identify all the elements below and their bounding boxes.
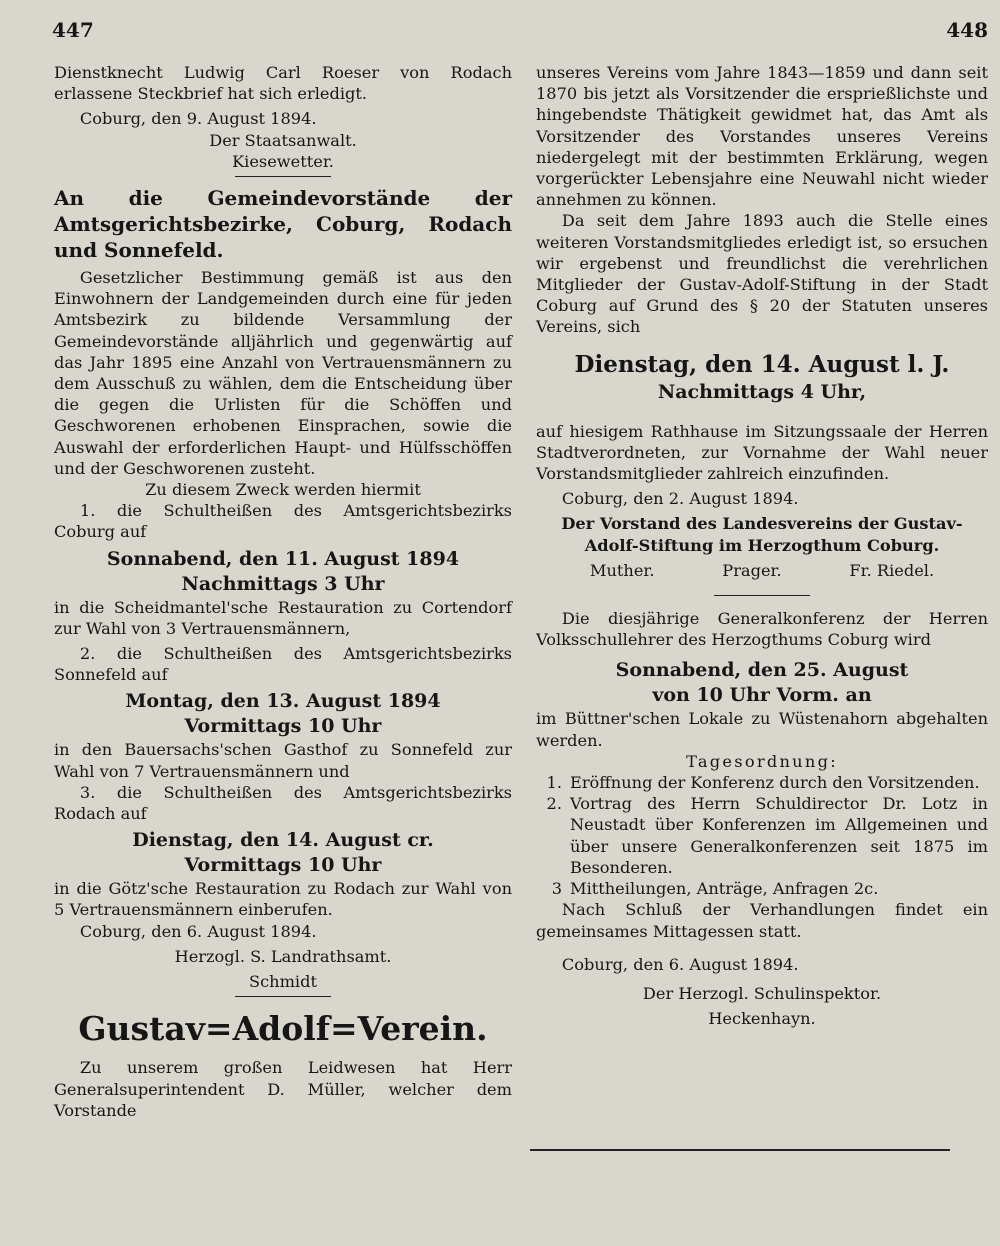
assembly-item-3: 3. die Schultheißen des Amtsgerichtsbezirks Rodach auf [54, 782, 512, 824]
conference-place: im Büttner'schen Lokale zu Wüstenahorn abgehalten werden. [536, 709, 988, 750]
agenda-list [536, 772, 988, 899]
assembly-place-2: in den Bauersachs'schen Gasthof zu Sonnefeld zur Wahl von 7 Vertrauensmännern und [54, 740, 512, 781]
conference-signature: Heckenhayn. [708, 1009, 816, 1029]
assembly-purpose: Zu diesem Zweck werden hiermit [145, 480, 421, 500]
verein-text-start: Zu unserem großen Leidwesen hat Herr Generalsuperintendent D. Müller, welcher dem Vorstande [54, 1058, 512, 1120]
assembly-time-2: Vormittags 10 Uhr [184, 715, 382, 738]
assembly-place-1: in die Scheidmantel'sche Restauration zu Cortendorf zur Wahl von 3 Vertrauensmännern, [54, 597, 512, 638]
assembly-date-2: Montag, den 13. August 1894 [125, 690, 441, 713]
agenda-item [536, 793, 988, 878]
signature-prager: Prager. [722, 560, 782, 580]
assembly-date: Coburg, den 6. August 1894. [79, 921, 317, 941]
signature-riedel: Fr. Riedel. [849, 560, 935, 580]
left-column [54, 62, 512, 1121]
assembly-signature: Schmidt [249, 972, 317, 992]
assembly-office: Herzogl. S. Landrathsamt. [174, 946, 392, 966]
warrant-notice-text: Dienstknecht Ludwig Carl Roeser von Rodach erlassene Steckbrief hat sich erledigt. [54, 63, 512, 104]
bottom-rule [530, 1149, 950, 1151]
assembly-time-1: Nachmittags 3 Uhr [181, 572, 385, 595]
agenda-item-number: 1. [546, 773, 562, 793]
verein-date: Coburg, den 2. August 1894. [561, 489, 799, 509]
agenda-item [536, 772, 988, 793]
verein-meeting-time: Nachmittags 4 Uhr, [657, 380, 867, 403]
assembly-date-1: Sonnabend, den 11. August 1894 [106, 547, 460, 570]
warrant-signature: Kiesewetter. [232, 151, 334, 171]
conference-after: Nach Schluß der Verhandlungen findet ein gemeinsames Mittagessen statt. [536, 900, 988, 941]
agenda-item-text: Eröffnung der Konferenz durch den Vorsitzenden. [570, 773, 980, 793]
verein-request: Da seit dem Jahre 1893 auch die Stelle eines weiteren Vorstandsmitgliedes erledigt ist, so ersuchen wir ergebenst und freundlichst die verehrlichen Mitglieder der Gustav-Adolf-Stiftung in der Stadt Coburg auf Grund des § 20 der Statuten unseres Vereins, sich [536, 211, 988, 337]
divider [714, 595, 810, 596]
verein-heading: Gustav=Adolf=Verein. [78, 1009, 488, 1049]
assembly-item-2: 2. die Schultheißen des Amtsgerichtsbezirks Sonnefeld auf [54, 644, 512, 685]
agenda-item [536, 878, 988, 899]
conference-date: Sonnabend, den 25. August [615, 659, 909, 682]
assembly-time-3: Vormittags 10 Uhr [184, 854, 382, 877]
divider [235, 996, 331, 997]
assembly-heading: An die Gemeindevorstände der Amtsgerichtsbezirke, Coburg, Rodach und Sonnefeld. [54, 186, 512, 263]
warrant-date: Coburg, den 9. August 1894. [79, 109, 317, 129]
right-column [536, 62, 988, 1029]
assembly-place-3: in die Götz'sche Restauration zu Rodach zur Wahl von 5 Vertrauensmännern einberufen. [54, 879, 512, 920]
agenda-item-text: Vortrag des Herrn Schuldirector Dr. Lotz in Neustadt über Konferenzen im Allgemeinen und über unsere Generalkonferenzen seit 1875 im Besonderen. [570, 794, 988, 877]
conference-office: Der Herzogl. Schulinspektor. [642, 983, 882, 1003]
page-number-right: 448 [946, 18, 988, 42]
page-number-left: 447 [52, 18, 94, 42]
warrant-office: Der Staatsanwalt. [209, 130, 357, 150]
verein-meeting-date: Dienstag, den 14. August l. J. [574, 350, 950, 378]
conference-date-line: Coburg, den 6. August 1894. [561, 954, 799, 974]
verein-meeting-place: auf hiesigem Rathhause im Sitzungssaale der Herren Stadtverordneten, zur Vornahme der Wahl neuer Vorstandsmitglieder zahlreich einzufinden. [536, 421, 988, 484]
assembly-intro: Gesetzlicher Bestimmung gemäß ist aus den Einwohnern der Landgemeinden durch eine für jeden Amtsbezirk zu bildende Versammlung der Gemeindevorstände alljährlich und gegenwärtig auf das Jahr 1895 eine Anzahl von Vertrauensmännern zu dem Ausschuß zu wählen, dem die Entscheidung über die gegen die Urlisten für die Schöffen und Geschworenen erhobenen Einsprachen, sowie die Auswahl der erforderlichen Haupt- und Hülfsschöffen und der Geschworenen zusteht. [54, 268, 512, 478]
assembly-date-3: Dienstag, den 14. August cr. [132, 829, 434, 852]
verein-signatures [556, 560, 968, 581]
agenda-item-text: Mittheilungen, Anträge, Anfragen 2c. [570, 879, 879, 899]
agenda-title: Tagesordnung: [686, 751, 838, 771]
agenda-item-number: 2. [546, 794, 562, 814]
conference-time: von 10 Uhr Vorm. an [652, 684, 872, 707]
agenda-item-number: 3 [551, 879, 562, 899]
verein-text-continued: unseres Vereins vom Jahre 1843—1859 und dann seit 1870 bis jetzt als Vorsitzender die ersprießlichste und hingebendste Thätigkeit gewidmet hat, das Amt als Vorsitzender des Vorstandes unseres Vereins niedergelegt mit der bestimmten Erklärung, wegen vorgerückter Lebensjahre eine Neuwahl nicht wieder annehmen zu können. [536, 63, 988, 210]
conference-intro: Die diesjährige Generalkonferenz der Herren Volksschullehrer des Herzogthums Coburg wird [536, 609, 988, 650]
assembly-item-1: 1. die Schultheißen des Amtsgerichtsbezirks Coburg auf [54, 501, 512, 542]
signature-muther: Muther. [589, 560, 655, 580]
divider [235, 176, 331, 177]
verein-board: Der Vorstand des Landesvereins der Gustav-Adolf-Stiftung im Herzogthum Coburg. [561, 514, 963, 555]
